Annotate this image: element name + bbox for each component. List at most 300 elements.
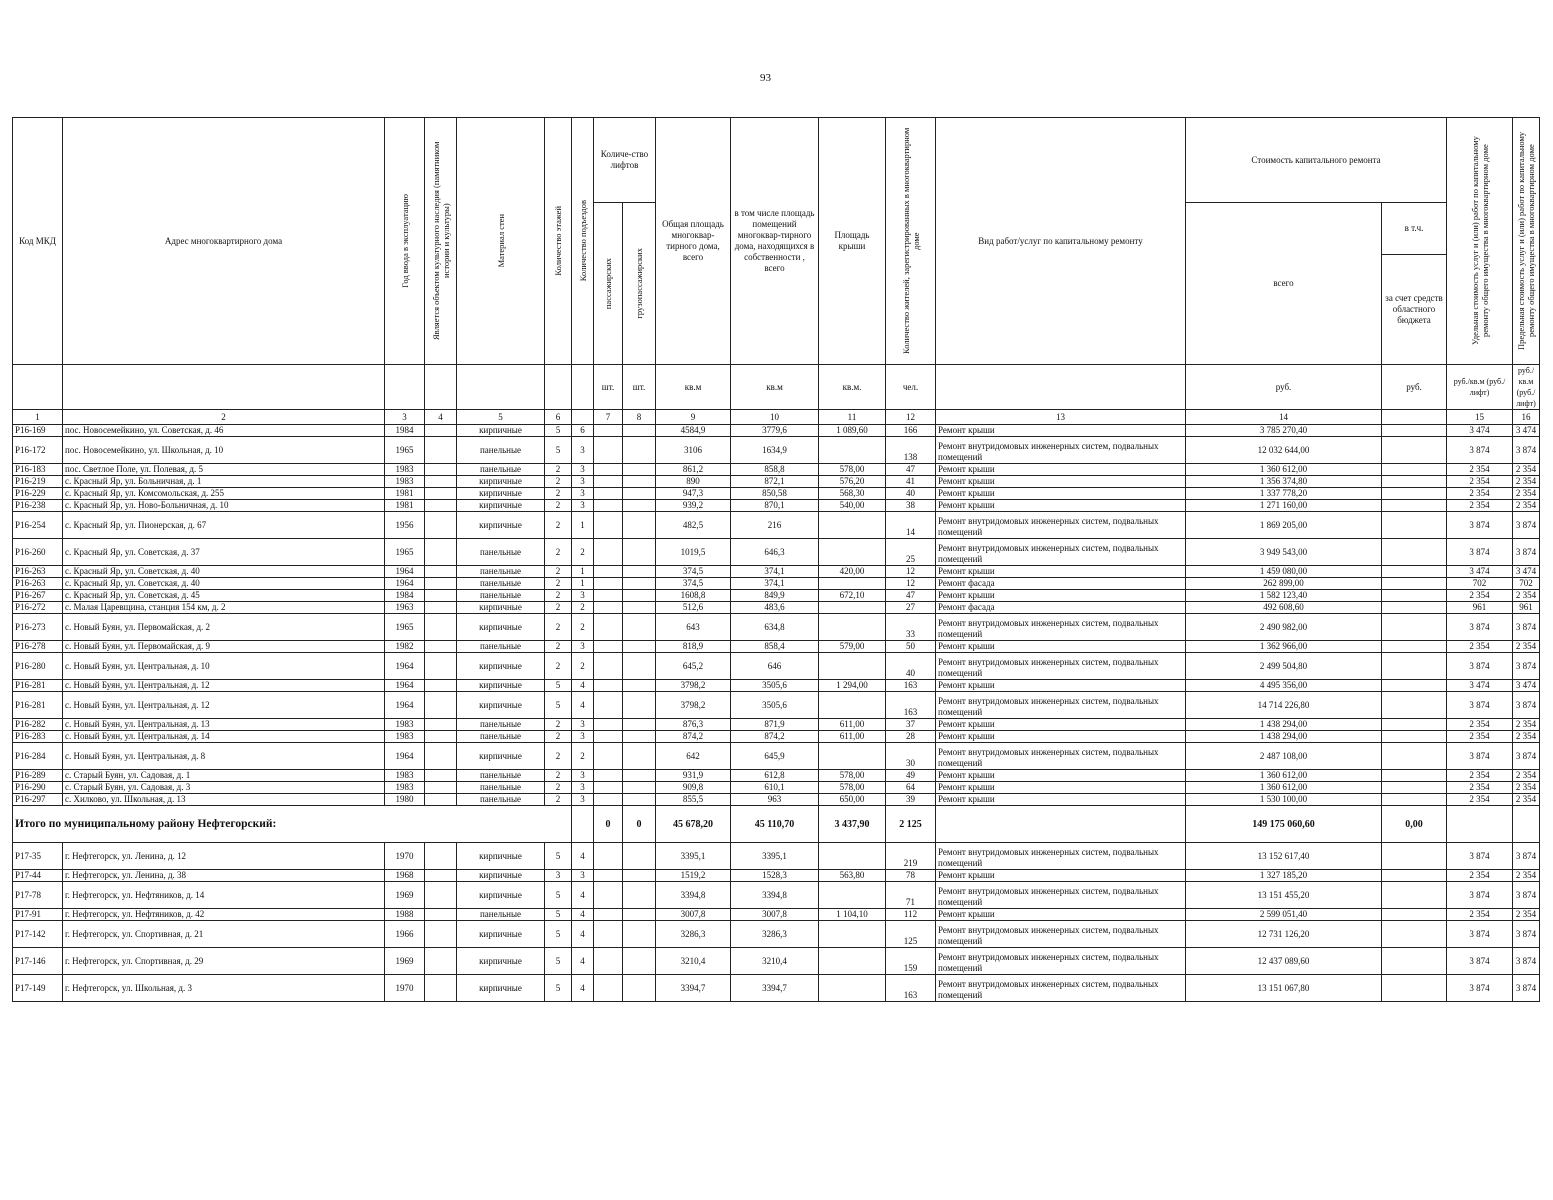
cell-entrances: 3 [572, 476, 594, 488]
cell-year-built: 1970 [385, 975, 425, 1002]
cell-entrances: 4 [572, 909, 594, 921]
cell-unit-cost: 3 874 [1447, 948, 1513, 975]
cell-cost-regional [1382, 882, 1447, 909]
cell-max-cost: 2 354 [1513, 500, 1540, 512]
cell-roof-area [819, 843, 886, 870]
cell-floors: 2 [545, 614, 572, 641]
table-row [13, 680, 1540, 692]
cell-work-type: Ремонт внутридомовых инженерных систем, подвальных помещений [936, 975, 1186, 1002]
cell-owned-area: 3505,6 [731, 680, 819, 692]
cell-heritage [425, 500, 457, 512]
cell-work-type: Ремонт крыши [936, 870, 1186, 882]
col-number: 14 [1186, 410, 1382, 425]
cell-residents: 64 [886, 782, 936, 794]
cell-cost-regional [1382, 437, 1447, 464]
cell-cost-regional [1382, 464, 1447, 476]
cell-building-code: Р16-183 [13, 464, 63, 476]
cell-wall-material: кирпичные [457, 425, 545, 437]
cell-floors: 2 [545, 731, 572, 743]
cell-owned-area: 3210,4 [731, 948, 819, 975]
col-number: 2 [63, 410, 385, 425]
cell-entrances: 4 [572, 882, 594, 909]
cell-wall-material: панельные [457, 641, 545, 653]
cell-cost-total: 1 869 205,00 [1186, 512, 1382, 539]
table-body-section-a [13, 425, 1540, 806]
cell-total-area: 4584,9 [656, 425, 731, 437]
cell-lifts-passenger [594, 948, 623, 975]
cell-owned-area: 858,4 [731, 641, 819, 653]
unit-people: чел. [886, 365, 936, 410]
cell-residents: 219 [886, 843, 936, 870]
col-number: 13 [936, 410, 1186, 425]
cell-cost-regional [1382, 680, 1447, 692]
cell-building-code: Р16-297 [13, 794, 63, 806]
cell-residents: 125 [886, 921, 936, 948]
cell-entrances: 6 [572, 425, 594, 437]
cell-total-area: 374,5 [656, 566, 731, 578]
cell-lifts-cargo [623, 512, 656, 539]
cell-year-built: 1970 [385, 843, 425, 870]
cell-building-code: Р17-91 [13, 909, 63, 921]
cell-owned-area: 610,1 [731, 782, 819, 794]
col-number: 16 [1513, 410, 1540, 425]
cell-cost-total: 1 459 080,00 [1186, 566, 1382, 578]
table-row [13, 743, 1540, 770]
cell-year-built: 1981 [385, 488, 425, 500]
cell-unit-cost: 2 354 [1447, 731, 1513, 743]
table-row [13, 909, 1540, 921]
cell-unit-cost: 3 874 [1447, 882, 1513, 909]
cell-owned-area: 634,8 [731, 614, 819, 641]
unit-rub: руб. [1382, 365, 1447, 410]
cell-building-code: Р17-146 [13, 948, 63, 975]
cell-work-type: Ремонт крыши [936, 566, 1186, 578]
cell-residents: 14 [886, 512, 936, 539]
cell-max-cost: 2 354 [1513, 488, 1540, 500]
cell-floors: 5 [545, 680, 572, 692]
cell-address: пос. Светлое Поле, ул. Полевая, д. 5 [63, 464, 385, 476]
cell-total-area: 643 [656, 614, 731, 641]
cell-lifts-passenger [594, 794, 623, 806]
cell-address: пос. Новосемейкино, ул. Школьная, д. 10 [63, 437, 385, 464]
table-row [13, 641, 1540, 653]
total-area: 45 678,20 [656, 806, 731, 843]
cell-total-area: 3798,2 [656, 680, 731, 692]
cell-heritage [425, 743, 457, 770]
cell-work-type: Ремонт внутридомовых инженерных систем, подвальных помещений [936, 512, 1186, 539]
header-cost-total: всего [1186, 203, 1382, 365]
cell-floors: 2 [545, 602, 572, 614]
cell-cost-total: 1 582 123,40 [1186, 590, 1382, 602]
col-number: 11 [819, 410, 886, 425]
cell-lifts-cargo [623, 488, 656, 500]
cell-owned-area: 3395,1 [731, 843, 819, 870]
cell-work-type: Ремонт крыши [936, 731, 1186, 743]
cell-floors: 5 [545, 843, 572, 870]
cell-work-type: Ремонт внутридомовых инженерных систем, подвальных помещений [936, 948, 1186, 975]
cell-residents: 25 [886, 539, 936, 566]
cell-cost-regional [1382, 590, 1447, 602]
cell-cost-regional [1382, 782, 1447, 794]
unit-sqm: кв.м [656, 365, 731, 410]
cell-year-built: 1969 [385, 882, 425, 909]
cell-heritage [425, 464, 457, 476]
cell-floors: 2 [545, 578, 572, 590]
cell-cost-total: 2 490 982,00 [1186, 614, 1382, 641]
cell-wall-material: панельные [457, 539, 545, 566]
cell-residents: 37 [886, 719, 936, 731]
cell-owned-area: 870,1 [731, 500, 819, 512]
table-row [13, 870, 1540, 882]
cell-entrances: 3 [572, 719, 594, 731]
cell-wall-material: кирпичные [457, 488, 545, 500]
cell-work-type: Ремонт крыши [936, 500, 1186, 512]
cell-entrances: 3 [572, 464, 594, 476]
total-owned-area: 45 110,70 [731, 806, 819, 843]
cell-residents: 49 [886, 770, 936, 782]
cell-work-type: Ремонт внутридомовых инженерных систем, подвальных помещений [936, 614, 1186, 641]
total-cost: 149 175 060,60 [1186, 806, 1382, 843]
header-max-cost: Предельная стоимость услуг и (или) работ по капитальному ремонту общего имущества в многоквартирном доме [1513, 118, 1540, 365]
cell-address: с. Красный Яр, ул. Советская, д. 37 [63, 539, 385, 566]
cell-residents: 28 [886, 731, 936, 743]
cell-year-built: 1964 [385, 692, 425, 719]
cell-total-area: 876,3 [656, 719, 731, 731]
cell-owned-area: 374,1 [731, 566, 819, 578]
cell-heritage [425, 770, 457, 782]
cell-floors: 5 [545, 692, 572, 719]
cell-cost-regional [1382, 653, 1447, 680]
cell-lifts-cargo [623, 437, 656, 464]
cell-wall-material: кирпичные [457, 948, 545, 975]
cell-wall-material: кирпичные [457, 614, 545, 641]
cell-max-cost: 3 874 [1513, 512, 1540, 539]
cell-address: с. Красный Яр, ул. Больничная, д. 1 [63, 476, 385, 488]
cell-wall-material: кирпичные [457, 921, 545, 948]
cell-work-type: Ремонт внутридомовых инженерных систем, подвальных помещений [936, 539, 1186, 566]
cell-unit-cost: 3 874 [1447, 539, 1513, 566]
col-number: 6 [545, 410, 572, 425]
cell-roof-area [819, 743, 886, 770]
cell-residents: 163 [886, 975, 936, 1002]
cell-address: г. Нефтегорск, ул. Ленина, д. 12 [63, 843, 385, 870]
cell-entrances: 2 [572, 539, 594, 566]
table-total-section [13, 806, 1540, 843]
cell-max-cost: 3 874 [1513, 882, 1540, 909]
table-row [13, 578, 1540, 590]
header-cost-incl: в т.ч. [1382, 203, 1447, 255]
cell-residents: 40 [886, 488, 936, 500]
cell-cost-regional [1382, 512, 1447, 539]
cell-work-type: Ремонт фасада [936, 602, 1186, 614]
cell-year-built: 1964 [385, 578, 425, 590]
cell-floors: 3 [545, 870, 572, 882]
cell-roof-area [819, 948, 886, 975]
header-lifts: Количе-ство лифтов [594, 118, 656, 203]
cell-heritage [425, 731, 457, 743]
cell-heritage [425, 566, 457, 578]
cell-year-built: 1984 [385, 590, 425, 602]
cell-year-built: 1965 [385, 614, 425, 641]
cell-building-code: Р17-149 [13, 975, 63, 1002]
cell-roof-area: 578,00 [819, 770, 886, 782]
cell-cost-total: 1 438 294,00 [1186, 719, 1382, 731]
header-address: Адрес многоквартирного дома [63, 118, 385, 365]
header-year: Год ввода в эксплуатацию [385, 118, 425, 365]
cell-roof-area: 1 294,00 [819, 680, 886, 692]
cell-cost-total: 14 714 226,80 [1186, 692, 1382, 719]
cell-total-area: 947,3 [656, 488, 731, 500]
cell-year-built: 1965 [385, 437, 425, 464]
cell-lifts-passenger [594, 921, 623, 948]
cell-lifts-cargo [623, 680, 656, 692]
cell-cost-regional [1382, 870, 1447, 882]
cell-wall-material: панельные [457, 719, 545, 731]
cell-heritage [425, 653, 457, 680]
cell-max-cost: 3 874 [1513, 975, 1540, 1002]
header-unit-cost: Удельная стоимость услуг и (или) работ по капитальному ремонту общего имущества в многоквартирном доме [1447, 118, 1513, 365]
cell-cost-total: 1 362 966,00 [1186, 641, 1382, 653]
cell-owned-area: 872,1 [731, 476, 819, 488]
header-code: Код МКД [13, 118, 63, 365]
cell-year-built: 1964 [385, 680, 425, 692]
cell-owned-area: 3286,3 [731, 921, 819, 948]
cell-max-cost: 3 874 [1513, 692, 1540, 719]
cell-building-code: Р16-260 [13, 539, 63, 566]
cell-lifts-passenger [594, 909, 623, 921]
cell-year-built: 1983 [385, 770, 425, 782]
table-row [13, 653, 1540, 680]
cell-lifts-cargo [623, 602, 656, 614]
cell-unit-cost: 3 874 [1447, 843, 1513, 870]
cell-lifts-cargo [623, 731, 656, 743]
cell-unit-cost: 2 354 [1447, 641, 1513, 653]
cell-max-cost: 2 354 [1513, 794, 1540, 806]
cell-floors: 2 [545, 653, 572, 680]
cell-roof-area: 540,00 [819, 500, 886, 512]
table-row [13, 512, 1540, 539]
cell-wall-material: кирпичные [457, 653, 545, 680]
cell-residents: 166 [886, 425, 936, 437]
cell-heritage [425, 975, 457, 1002]
cell-total-area: 939,2 [656, 500, 731, 512]
cell-roof-area: 568,30 [819, 488, 886, 500]
cell-max-cost: 2 354 [1513, 782, 1540, 794]
cell-cost-regional [1382, 909, 1447, 921]
cell-total-area: 861,2 [656, 464, 731, 476]
cell-lifts-cargo [623, 743, 656, 770]
cell-work-type: Ремонт внутридомовых инженерных систем, подвальных помещений [936, 743, 1186, 770]
cell-lifts-cargo [623, 843, 656, 870]
cell-residents: 27 [886, 602, 936, 614]
cell-address: с. Красный Яр, ул. Советская, д. 40 [63, 578, 385, 590]
cell-floors: 2 [545, 512, 572, 539]
cell-lifts-passenger [594, 743, 623, 770]
cell-total-area: 3798,2 [656, 692, 731, 719]
cell-lifts-passenger [594, 719, 623, 731]
cell-total-area: 890 [656, 476, 731, 488]
cell-building-code: Р16-278 [13, 641, 63, 653]
cell-entrances: 2 [572, 743, 594, 770]
cell-entrances: 1 [572, 566, 594, 578]
table-row [13, 602, 1540, 614]
capital-repair-register-table [12, 117, 1540, 1002]
cell-work-type: Ремонт фасада [936, 578, 1186, 590]
cell-owned-area: 3779,6 [731, 425, 819, 437]
cell-year-built: 1966 [385, 921, 425, 948]
cell-wall-material: панельные [457, 590, 545, 602]
cell-entrances: 2 [572, 602, 594, 614]
table-body-section-b [13, 843, 1540, 1002]
cell-unit-cost: 2 354 [1447, 464, 1513, 476]
cell-floors: 2 [545, 590, 572, 602]
cell-work-type: Ремонт внутридомовых инженерных систем, подвальных помещений [936, 843, 1186, 870]
table-row [13, 692, 1540, 719]
unit-pcs: шт. [594, 365, 623, 410]
cell-address: с. Старый Буян, ул. Садовая, д. 1 [63, 770, 385, 782]
col-number: 3 [385, 410, 425, 425]
cell-work-type: Ремонт внутридомовых инженерных систем, подвальных помещений [936, 437, 1186, 464]
cell-address: с. Малая Царевщина, станция 154 км, д. 2 [63, 602, 385, 614]
cell-residents: 47 [886, 590, 936, 602]
cell-floors: 5 [545, 437, 572, 464]
cell-building-code: Р16-172 [13, 437, 63, 464]
cell-building-code: Р16-229 [13, 488, 63, 500]
cell-cost-total: 262 899,00 [1186, 578, 1382, 590]
cell-address: г. Нефтегорск, ул. Спортивная, д. 21 [63, 921, 385, 948]
cell-entrances: 3 [572, 770, 594, 782]
cell-total-area: 3394,7 [656, 975, 731, 1002]
cell-roof-area: 579,00 [819, 641, 886, 653]
cell-cost-regional [1382, 476, 1447, 488]
cell-max-cost: 3 874 [1513, 437, 1540, 464]
cell-cost-regional [1382, 975, 1447, 1002]
cell-entrances: 3 [572, 488, 594, 500]
cell-work-type: Ремонт крыши [936, 488, 1186, 500]
cell-heritage [425, 425, 457, 437]
cell-residents: 138 [886, 437, 936, 464]
cell-lifts-cargo [623, 539, 656, 566]
cell-address: с. Новый Буян, ул. Центральная, д. 10 [63, 653, 385, 680]
cell-unit-cost: 961 [1447, 602, 1513, 614]
cell-roof-area [819, 653, 886, 680]
cell-cost-total: 12 731 126,20 [1186, 921, 1382, 948]
cell-owned-area: 645,9 [731, 743, 819, 770]
cell-cost-total: 1 530 100,00 [1186, 794, 1382, 806]
cell-lifts-cargo [623, 590, 656, 602]
cell-roof-area: 420,00 [819, 566, 886, 578]
cell-address: г. Нефтегорск, ул. Нефтяников, д. 42 [63, 909, 385, 921]
cell-cost-regional [1382, 719, 1447, 731]
cell-cost-total: 12 032 644,00 [1186, 437, 1382, 464]
cell-roof-area [819, 882, 886, 909]
cell-unit-cost: 3 874 [1447, 653, 1513, 680]
cell-building-code: Р16-283 [13, 731, 63, 743]
cell-owned-area: 216 [731, 512, 819, 539]
cell-residents: 159 [886, 948, 936, 975]
cell-cost-regional [1382, 921, 1447, 948]
col-number [1382, 410, 1447, 425]
cell-floors: 2 [545, 743, 572, 770]
cell-total-area: 512,6 [656, 602, 731, 614]
table-row [13, 921, 1540, 948]
cell-work-type: Ремонт крыши [936, 719, 1186, 731]
cell-wall-material: кирпичные [457, 476, 545, 488]
cell-cost-total: 1 337 778,20 [1186, 488, 1382, 500]
cell-lifts-passenger [594, 882, 623, 909]
header-cost-regional: за счет средств областного бюджета [1382, 255, 1447, 365]
cell-owned-area: 1528,3 [731, 870, 819, 882]
cell-lifts-cargo [623, 614, 656, 641]
cell-lifts-cargo [623, 641, 656, 653]
cell-building-code: Р16-238 [13, 500, 63, 512]
cell-owned-area: 963 [731, 794, 819, 806]
cell-lifts-cargo [623, 692, 656, 719]
total-regional: 0,00 [1382, 806, 1447, 843]
cell-wall-material: кирпичные [457, 512, 545, 539]
header-owned-area: в том числе площадь помещений многоквар-тирного дома, находящихся в собственности , всего [731, 118, 819, 365]
cell-lifts-passenger [594, 464, 623, 476]
cell-lifts-passenger [594, 782, 623, 794]
cell-total-area: 3286,3 [656, 921, 731, 948]
cell-roof-area [819, 512, 886, 539]
cell-address: с. Красный Яр, ул. Ново-Больничная, д. 10 [63, 500, 385, 512]
cell-floors: 2 [545, 782, 572, 794]
cell-cost-total: 1 271 160,00 [1186, 500, 1382, 512]
cell-roof-area [819, 975, 886, 1002]
cell-lifts-passenger [594, 566, 623, 578]
header-work-type: Вид работ/услуг по капитальному ремонту [936, 118, 1186, 365]
col-number: 5 [457, 410, 545, 425]
cell-floors: 2 [545, 488, 572, 500]
cell-cost-regional [1382, 614, 1447, 641]
cell-work-type: Ремонт крыши [936, 680, 1186, 692]
col-number [572, 410, 594, 425]
cell-roof-area: 576,20 [819, 476, 886, 488]
cell-work-type: Ремонт крыши [936, 770, 1186, 782]
cell-cost-total: 1 356 374,80 [1186, 476, 1382, 488]
cell-unit-cost: 2 354 [1447, 719, 1513, 731]
cell-owned-area: 3007,8 [731, 909, 819, 921]
cell-cost-regional [1382, 692, 1447, 719]
cell-building-code: Р16-263 [13, 578, 63, 590]
cell-total-area: 1608,8 [656, 590, 731, 602]
cell-year-built: 1965 [385, 539, 425, 566]
cell-unit-cost: 3 874 [1447, 512, 1513, 539]
cell-residents: 12 [886, 566, 936, 578]
cell-heritage [425, 680, 457, 692]
cell-lifts-passenger [594, 500, 623, 512]
cell-residents: 41 [886, 476, 936, 488]
cell-lifts-passenger [594, 653, 623, 680]
cell-lifts-cargo [623, 782, 656, 794]
cell-unit-cost: 3 874 [1447, 437, 1513, 464]
header-residents: Количество жителей, зарегистрированных в многоквартирном доме [886, 118, 936, 365]
cell-max-cost: 3 874 [1513, 921, 1540, 948]
cell-floors: 5 [545, 921, 572, 948]
cell-max-cost: 3 874 [1513, 843, 1540, 870]
cell-wall-material: панельные [457, 464, 545, 476]
cell-floors: 2 [545, 464, 572, 476]
cell-max-cost: 3 874 [1513, 614, 1540, 641]
cell-lifts-passenger [594, 602, 623, 614]
cell-roof-area [819, 578, 886, 590]
table-row [13, 731, 1540, 743]
cell-cost-total: 12 437 089,60 [1186, 948, 1382, 975]
cell-total-area: 3394,8 [656, 882, 731, 909]
cell-heritage [425, 488, 457, 500]
cell-max-cost: 2 354 [1513, 909, 1540, 921]
